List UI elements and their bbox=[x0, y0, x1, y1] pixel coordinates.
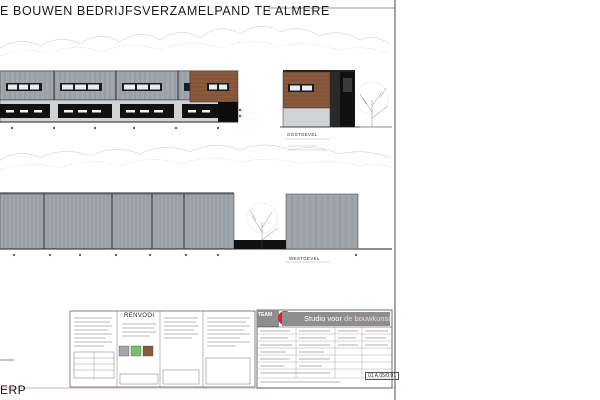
bottom-left-text: ERP bbox=[0, 383, 27, 397]
firm-name-accent: de bouwkunst bbox=[344, 314, 391, 323]
west-view-label: WESTGEVEL bbox=[289, 256, 320, 261]
firm-name: Studio voor bbox=[304, 314, 342, 323]
drawing-title: E BOUWEN BEDRIJFSVERZAMELPAND TE ALMERE bbox=[0, 4, 330, 18]
legend-panel bbox=[70, 311, 255, 387]
legend-heading: RENVOOI bbox=[124, 313, 155, 319]
sheet-number: 01 A.05/0.01 bbox=[365, 372, 399, 380]
upper-elevation bbox=[0, 26, 392, 150]
lower-elevation bbox=[0, 145, 392, 262]
east-view-label: OOSTGEVEL bbox=[287, 132, 318, 137]
firm-name-banner bbox=[282, 312, 390, 326]
firm-prefix: TEAM bbox=[258, 312, 273, 318]
